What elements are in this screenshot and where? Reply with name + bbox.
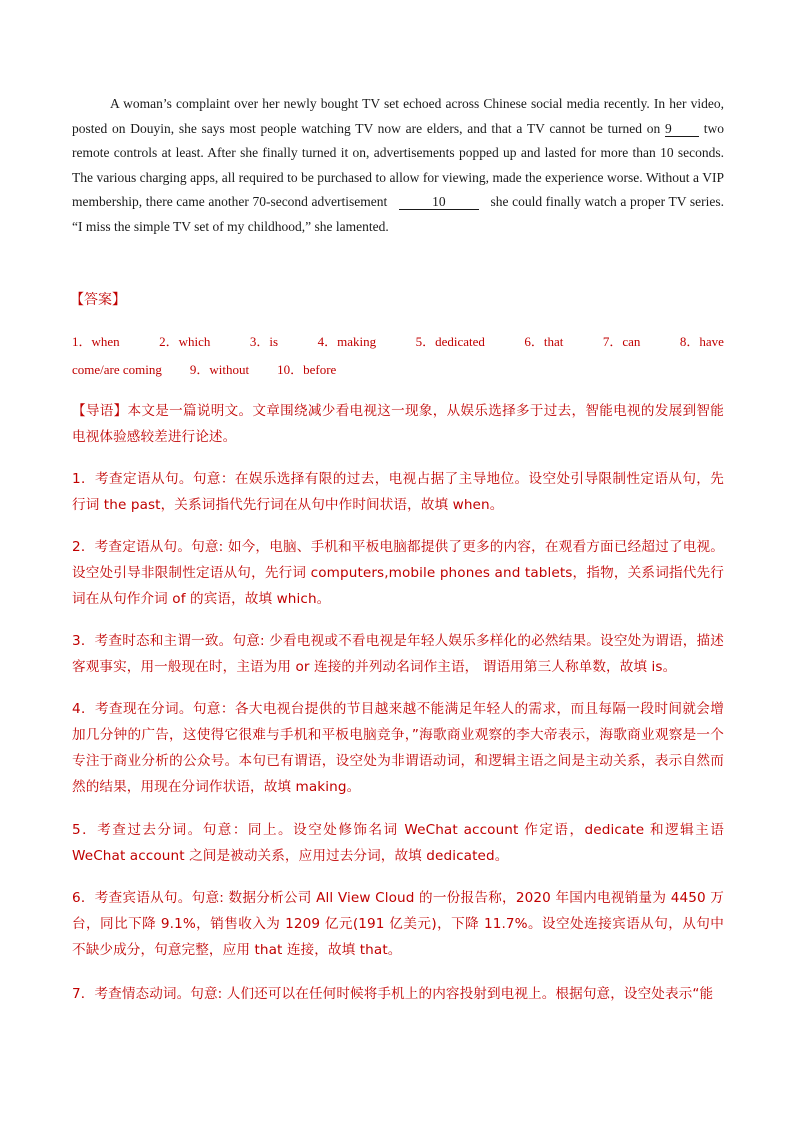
answer-item: 5．dedicated — [415, 334, 485, 349]
blank-10: 10 — [399, 194, 479, 210]
answer-row — [72, 328, 724, 356]
blank-9: 9 — [665, 121, 699, 137]
answer-item: come/are coming — [72, 362, 162, 377]
explanation-5: 5．考查过去分词。句意：同上。设空处修饰名词 WeChat account 作定语，dedicate 和逻辑主语 WeChat account 之间是被动关系，应用过去分词，故填 dedicated。 — [72, 822, 724, 864]
passage-text: she could finally watch a proper TV series. “I miss the simple TV set of my childhood,” she lamented. — [72, 194, 724, 234]
answer-item: 10．before — [277, 362, 337, 377]
explanation-6: 6．考查宾语从句。句意: 数据分析公司 All View Cloud 的一份报告称，2020 年国内电视销量为 4450 万台，同比下降 9.1%，销售收入为 1209 亿元(191 亿美元)，下降 11.7%。设空处连接宾语从句，从句中不缺少成分，句意完整，应用 that 连接，故填 that。 — [72, 890, 724, 958]
answer-item: 3．is — [249, 334, 279, 349]
answer-row — [72, 356, 724, 384]
answer-item: 9．without — [189, 362, 250, 377]
passage-text: A woman’s complaint over her newly bought TV set echoed across Chinese social media recently. In her video, posted on Douyin, she says most people watching TV now are elders, and that a TV cannot be turned on — [72, 96, 724, 136]
lead-paragraph: 【导语】本文是一篇说明文。文章围绕减少看电视这一现象，从娱乐选择多于过去，智能电视的发展到智能电视体验感较差进行论述。 — [72, 403, 724, 445]
explanation-3: 3．考查时态和主谓一致。句意: 少看电视或不看电视是年轻人娱乐多样化的必然结果。设空处为谓语，描述客观事实，用一般现在时，主语为用 or 连接的并列动名词作主语， 谓语用第三人称单数，故填 is。 — [72, 633, 724, 675]
explanation-2: 2．考查定语从句。句意: 如今，电脑、手机和平板电脑都提供了更多的内容，在观看方面已经超过了电视。设空处引导非限制性定语从句，先行词 computers,mobile phones and tablets，指物，关系词指代先行词在从句作介词 of 的宾语，故填 which。 — [72, 539, 724, 607]
explanation-4: 4．考查现在分词。句意：各大电视台提供的节目越来越不能满足年轻人的需求，而且每隔一段时间就会增加几分钟的广告，这使得它很难与手机和平板电脑竞争，”海歌商业观察的李大帝表示，海歌商业观察是一个专注于商业分析的公众号。本句已有谓语，设空处为非谓语动词，和逻辑主语之间是主动关系，表示自然而然的结果，用现在分词作状语，故填 making。 — [72, 701, 724, 795]
answer-heading: 【答案】 — [70, 292, 126, 308]
answer-item: 4．making — [317, 334, 377, 349]
passage-paragraph — [72, 92, 724, 240]
answer-item: 2．which — [159, 334, 211, 349]
explanation-1: 1．考查定语从句。句意：在娱乐选择有限的过去，电视占据了主导地位。设空处引导限制性定语从句，先行词 the past，关系词指代先行词在从句中作时间状语，故填 when。 — [72, 471, 724, 513]
answer-item: 1．when — [72, 334, 120, 349]
answer-key — [72, 328, 724, 384]
answer-item: 6．that — [524, 334, 564, 349]
passage-text: two remote controls at least. After she finally turned it on, advertisements popped up and lasted for more than 10 seconds. The various charging apps, all required to be purchased to allow for viewing, made the experience worse. Without a VIP membership, there came another 70-second advertisement — [72, 120, 724, 210]
explanation-7: 7．考查情态动词。句意: 人们还可以在任何时候将手机上的内容投射到电视上。根据句意，设空处表示“能 — [72, 986, 714, 1002]
answer-item: 8．have — [679, 334, 724, 349]
answer-item: 7．can — [602, 334, 641, 349]
reading-passage — [72, 92, 724, 240]
